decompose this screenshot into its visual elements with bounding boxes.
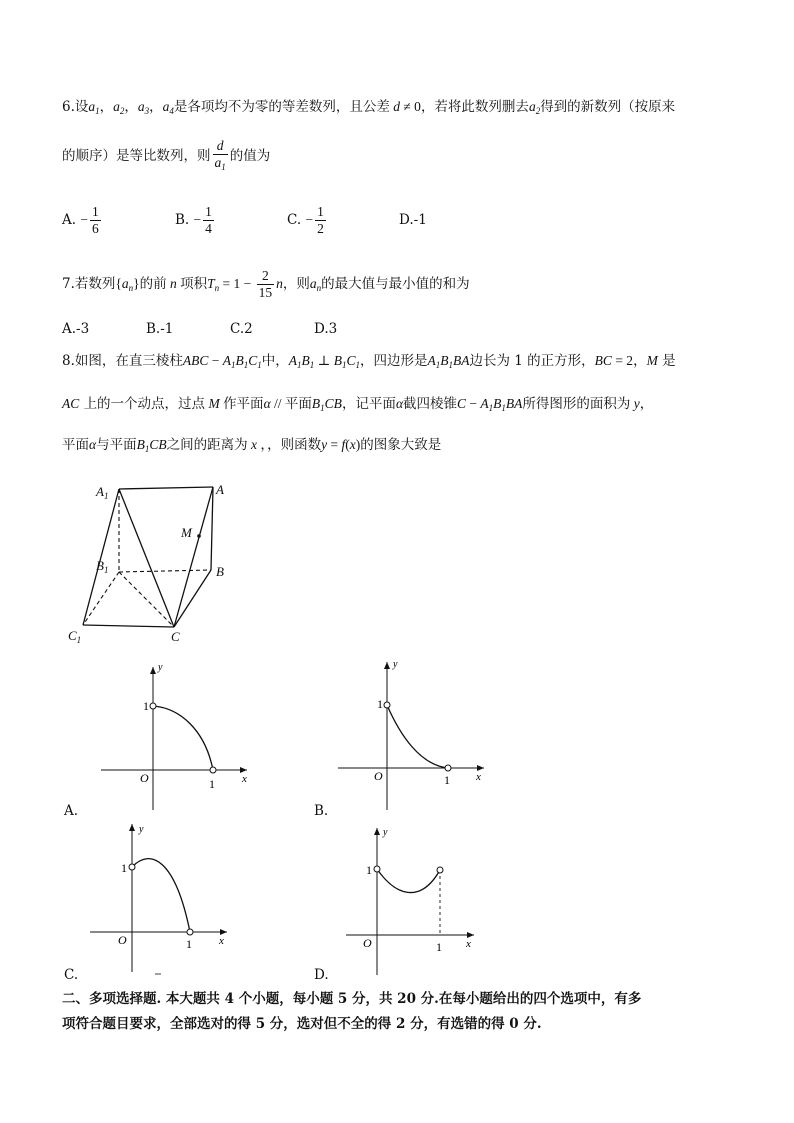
q6-option-a[interactable]: A. − $\frac{1}{6}$ <box>62 204 99 236</box>
q6-option-c[interactable]: C. − $\frac{1}{2}$ <box>287 204 324 236</box>
svg-text:1: 1 <box>444 773 450 787</box>
svg-text:1: 1 <box>436 940 442 954</box>
label-M: M <box>181 525 192 540</box>
svg-text:1: 1 <box>186 937 192 951</box>
label-A: A <box>216 482 224 497</box>
q6-line2-b: 的值为 <box>229 148 271 164</box>
graph-label-d[interactable]: D. <box>314 967 329 983</box>
q8-line1: 8.如图，在直三棱柱ABC − $A_1B_1C_1$中，$A_1B_1$ ⊥ $B_1C_1$，四边形是$A_1B_1BA$边长为 1 的正方形，BC = 2，M 是 <box>62 353 676 370</box>
label-B1: $B_1$ <box>96 558 109 575</box>
graph-c <box>90 824 227 974</box>
svg-text:O: O <box>374 769 383 783</box>
graph-d <box>346 827 474 975</box>
graph-label-a[interactable]: A. <box>64 803 79 819</box>
section2-line2: 项符合题目要求，全部选对的得 5 分，选对但不全的得 2 分，有选错的得 0 分. <box>62 1016 542 1032</box>
q7-option-b[interactable]: B.-1 <box>146 321 174 337</box>
section2-line1: 二、多项选择题. 本大题共 4 个小题，每小题 5 分，共 20 分.在每小题给出的四个选项中，有多 <box>62 991 642 1007</box>
svg-text:O: O <box>118 933 127 947</box>
q6-stem-b: 是各项均不为零的等差数列，且公差 <box>173 99 390 115</box>
svg-text:1: 1 <box>377 697 383 711</box>
q6-option-d[interactable]: D.-1 <box>399 212 427 228</box>
svg-text:y: y <box>383 827 388 838</box>
svg-text:x: x <box>219 935 224 947</box>
svg-text:O: O <box>363 936 372 950</box>
svg-text:x: x <box>476 771 481 783</box>
graph-label-c[interactable]: C. <box>64 967 79 983</box>
svg-text:y: y <box>139 824 144 835</box>
graph-a <box>101 662 247 810</box>
svg-text:x: x <box>466 938 471 950</box>
q6-option-b[interactable]: B. − $\frac{1}{4}$ <box>175 204 212 236</box>
q7-option-c[interactable]: C.2 <box>230 321 253 337</box>
label-A1: $A_1$ <box>96 484 109 501</box>
point-M <box>197 534 201 538</box>
svg-text:1: 1 <box>121 861 127 875</box>
svg-text:1: 1 <box>366 863 372 877</box>
q6-line2-a: 的顺序）是等比数列，则 <box>62 148 211 164</box>
q6-terms: $a_1$ <box>88 99 100 116</box>
q6-line1: 6.设$a_1$，$a_2$，$a_3$，$a_4$是各项均不为零的等差数列，且公差 d ≠ 0，若将此数列删去$a_2$得到的新数列（按原来 <box>62 99 676 116</box>
svg-text:O: O <box>140 771 149 785</box>
q8-line3: 平面α与平面$B_1CB$之间的距离为 x ，，则函数y = f(x)的图象大致是 <box>62 437 442 454</box>
svg-text:y: y <box>393 659 398 670</box>
q6-stem-c: ，若将此数列删去 <box>420 99 529 115</box>
q6-d-neq: d ≠ 0 <box>389 99 421 114</box>
svg-text:1: 1 <box>143 699 149 713</box>
q7-option-a[interactable]: A.-3 <box>62 321 90 337</box>
svg-text:y: y <box>158 662 163 673</box>
q6-fraction: $\frac{d}{a_1}$ <box>214 138 226 172</box>
q7-stem: 7.若数列$\{a_n\}$的前 n 项积$T_n = 1$ − $\frac{2}{15}$ n，则$a_n$的最大值与最小值的和为 <box>62 268 470 300</box>
q6-stem-d: 得到的新数列（按原来 <box>540 99 676 115</box>
svg-text:x: x <box>242 773 247 785</box>
label-B: B <box>216 564 224 579</box>
svg-text:1: 1 <box>209 777 215 791</box>
q7-option-d[interactable]: D.3 <box>314 321 338 337</box>
label-C1: $C_1$ <box>68 628 82 645</box>
label-C: C <box>171 629 180 644</box>
q6-stem-a: 6.设 <box>62 99 89 115</box>
q8-line2: AC 上的一个动点，过点 M 作平面α // 平面$B_1CB$，记平面α截四棱锥$C - A_1B_1BA$所得图形的面积为 y， <box>62 396 654 413</box>
graph-label-b[interactable]: B. <box>314 803 329 819</box>
graph-b <box>338 659 484 810</box>
